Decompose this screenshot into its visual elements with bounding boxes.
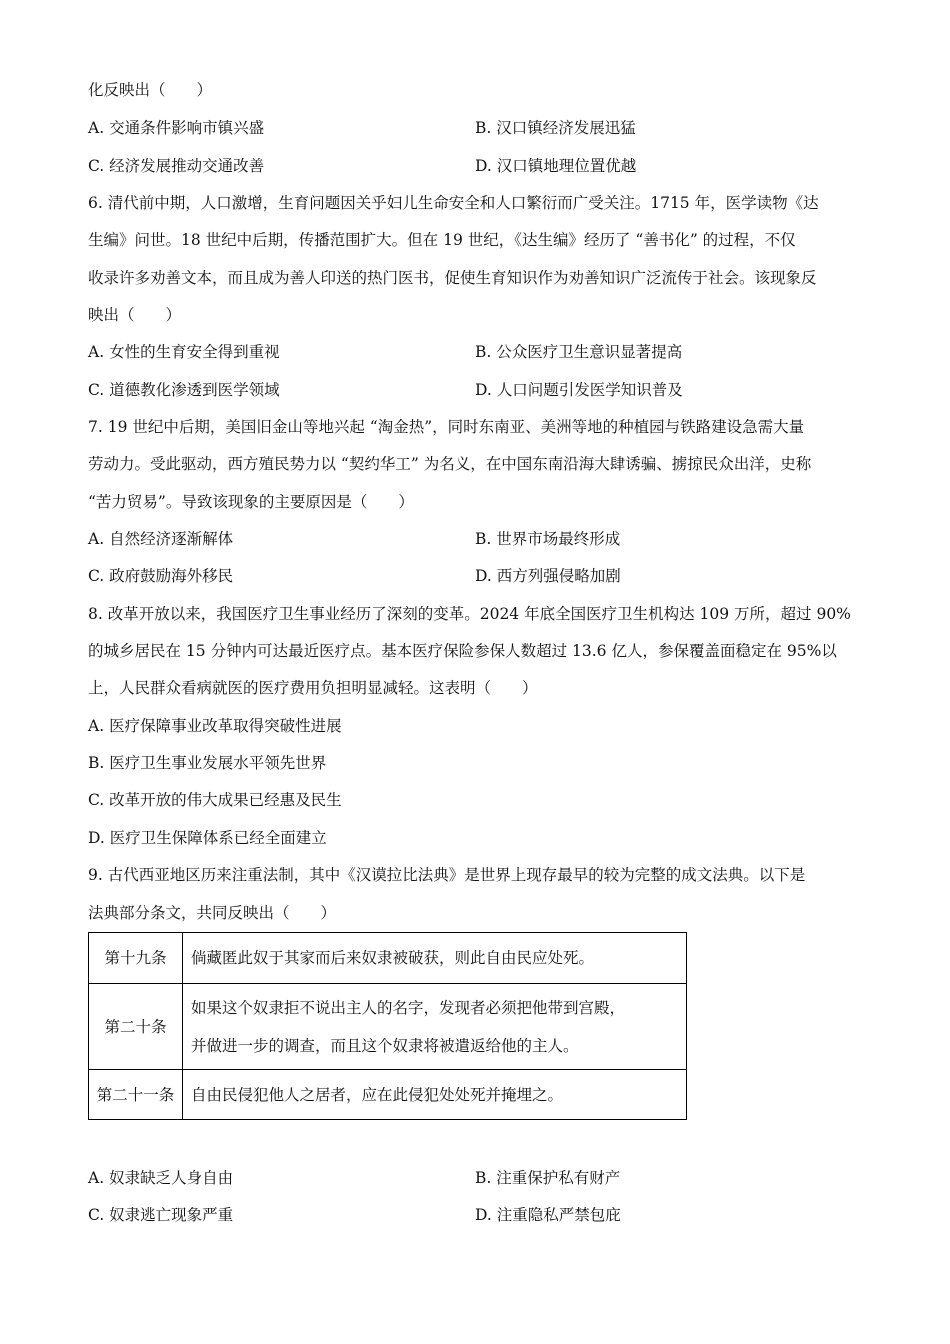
q5-option-a: A. 交通条件影响市镇兴盛 bbox=[88, 119, 265, 137]
q9-option-d: D. 注重隐私严禁包庇 bbox=[475, 1206, 621, 1224]
q6-option-b: B. 公众医疗卫生意识显著提高 bbox=[475, 343, 683, 361]
q6-stem-line: 映出（ ） bbox=[88, 306, 182, 324]
article-number: 第十九条 bbox=[89, 933, 183, 984]
q8-stem-line: 8. 改革开放以来，我国医疗卫生事业经历了深刻的变革。2024 年底全国医疗卫生机构达 109 万所，超过 90% bbox=[88, 605, 851, 623]
q6-option-a: A. 女性的生育安全得到重视 bbox=[88, 343, 280, 361]
article-number: 第二十条 bbox=[89, 984, 183, 1070]
q7-stem-line: “苦力贸易”。导致该现象的主要原因是（ ） bbox=[88, 493, 414, 511]
q9-option-c: C. 奴隶逃亡现象严重 bbox=[88, 1206, 234, 1224]
q6-stem-line: 生编》问世。18 世纪中后期，传播范围扩大。但在 19 世纪，《达生编》经历了 “善书化” 的过程，不仅 bbox=[88, 231, 796, 249]
q9-option-a: A. 奴隶缺乏人身自由 bbox=[88, 1169, 234, 1187]
q5-option-d: D. 汉口镇地理位置优越 bbox=[475, 157, 637, 175]
q7-stem-line: 7. 19 世纪中后期，美国旧金山等地兴起 “淘金热”，同时东南亚、美洲等地的种植园与铁路建设急需大量 bbox=[88, 418, 805, 436]
q5-stem-tail: 化反映出（ ） bbox=[88, 81, 213, 99]
q8-option-b: B. 医疗卫生事业发展水平领先世界 bbox=[88, 754, 327, 772]
q7-option-d: D. 西方列强侵略加剧 bbox=[475, 567, 621, 585]
article-number: 第二十一条 bbox=[89, 1070, 183, 1120]
article-text: 自由民侵犯他人之居者，应在此侵犯处处死并掩埋之。 bbox=[183, 1070, 687, 1120]
q5-option-b: B. 汉口镇经济发展迅猛 bbox=[475, 119, 636, 137]
q7-option-a: A. 自然经济逐渐解体 bbox=[88, 530, 234, 548]
q9-stem-line: 9. 古代西亚地区历来注重法制，其中《汉谟拉比法典》是世界上现存最早的较为完整的成文法典。以下是 bbox=[88, 866, 806, 884]
q7-option-c: C. 政府鼓励海外移民 bbox=[88, 567, 234, 585]
q9-option-b: B. 注重保护私有财产 bbox=[475, 1169, 621, 1187]
q8-option-a: A. 医疗保障事业改革取得突破性进展 bbox=[88, 717, 342, 735]
q9-stem-line: 法典部分条文，共同反映出（ ） bbox=[88, 904, 337, 922]
q8-stem-line: 上，人民群众看病就医的医疗费用负担明显减轻。这表明（ ） bbox=[88, 679, 538, 697]
law-articles-table bbox=[88, 932, 687, 1120]
q5-option-c: C. 经济发展推动交通改善 bbox=[88, 157, 265, 175]
table-row bbox=[89, 933, 687, 984]
table-row bbox=[89, 1070, 687, 1120]
q8-option-c: C. 改革开放的伟大成果已经惠及民生 bbox=[88, 791, 342, 809]
q6-option-c: C. 道德教化渗透到医学领域 bbox=[88, 381, 280, 399]
q7-option-b: B. 世界市场最终形成 bbox=[475, 530, 621, 548]
q6-option-d: D. 人口问题引发医学知识普及 bbox=[475, 381, 683, 399]
article-text: 倘藏匿此奴于其家而后来奴隶被破获，则此自由民应处死。 bbox=[183, 933, 687, 984]
q6-stem-line: 收录许多劝善文本，而且成为善人印送的热门医书，促使生育知识作为劝善知识广泛流传于社会。该现象反 bbox=[88, 269, 817, 287]
q6-stem-line: 6. 清代前中期，人口激增，生育问题因关乎妇儿生命安全和人口繁衍而广受关注。1715 年，医学读物《达 bbox=[88, 194, 819, 212]
q8-stem-line: 的城乡居民在 15 分钟内可达最近医疗点。基本医疗保险参保人数超过 13.6 亿人，参保覆盖面稳定在 95%以 bbox=[88, 642, 837, 660]
table-row bbox=[89, 984, 687, 1070]
q7-stem-line: 劳动力。受此驱动，西方殖民势力以 “契约华工” 为名义，在中国东南沿海大肆诱骗、掳掠民众出洋，史称 bbox=[88, 455, 812, 473]
q8-option-d: D. 医疗卫生保障体系已经全面建立 bbox=[88, 829, 327, 847]
article-text: 如果这个奴隶拒不说出主人的名字，发现者必须把他带到宫殿， 并做进一步的调查，而且这个奴隶将被遣返给他的主人。 bbox=[183, 984, 687, 1070]
